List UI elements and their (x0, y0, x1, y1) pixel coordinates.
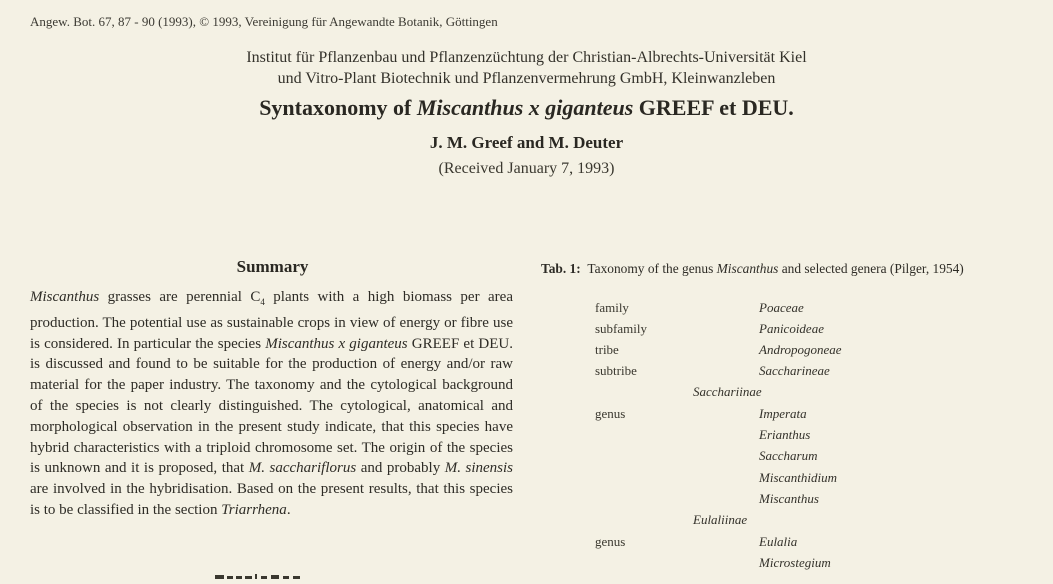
title-italic: Miscanthus x giganteus (416, 95, 634, 120)
summary-part-6: . (286, 501, 291, 518)
summary-part-3: GREEF et DEU. is discussed and found to be suitable for the production of energy and/or raw material for the paper industry. The taxonomy and the cytological background of the species is not clearly distinguished. The cytological, anatomical and morphological observation in the present study indicate, that this species have hybrid characteristics with a triploid chromosome set. The origin of the species is unknown and it is proposed, that (30, 335, 513, 477)
institution-line-1: Institut für Pflanzenbau und Pflanzenzüchtung der Christian-Albrechts-Universität Kiel (246, 49, 807, 66)
table-taxon: Eulalia (759, 534, 798, 549)
table-taxon: Poaceae (759, 300, 804, 315)
table-taxon: Erianthus (759, 427, 811, 442)
summary-italic-5: Triarrhena (221, 501, 287, 518)
paper-authors: J. M. Greef and M. Deuter (429, 133, 624, 152)
summary-italic-3: M. sacchariflorus (248, 460, 357, 477)
caption-italic: Miscanthus (716, 261, 779, 276)
received-date: (Received January 7, 1993) (438, 160, 615, 177)
table-subtribe-group: Sacchariinae (693, 384, 762, 399)
table-caption (541, 261, 964, 277)
summary-italic-1: Miscanthus (30, 289, 100, 305)
table-rank: genus (595, 406, 626, 421)
caption-post: and selected genera (Pilger, 1954) (778, 261, 964, 276)
table-taxon: Microstegium (759, 555, 831, 570)
table-taxon: Miscanthidium (759, 470, 837, 485)
caption-pre: Taxonomy of the genus (587, 261, 717, 276)
table-rank: subfamily (595, 321, 647, 336)
title-prefix: Syntaxonomy of (259, 95, 417, 120)
summary-part-4: and probably (356, 460, 445, 477)
summary-italic-2: Miscanthus x giganteus (265, 335, 408, 352)
table-label: Tab. 1: (541, 261, 581, 276)
summary-subscript: 4 (260, 297, 265, 307)
table-rank: tribe (595, 342, 619, 357)
table-taxon: Andropogoneae (759, 342, 842, 357)
summary-part-2: plants with a high biomass per area production. The potential use as sustainable crops in view of energy or fibre use is considered. In particular the species (30, 289, 513, 352)
table-rank: family (595, 300, 629, 315)
institution-line-2: und Vitro-Plant Biotechnik und Pflanzenvermehrung GmbH, Kleinwanzleben (277, 70, 776, 87)
title-suffix: GREEF et DEU. (633, 95, 794, 120)
journal-citation: Angew. Bot. 67, 87 - 90 (1993), © 1993, Vereinigung für Angewandte Botanik, Göttingen (30, 14, 498, 29)
table-subtribe-group: Eulaliinae (693, 512, 748, 527)
summary-part-5: are involved in the hybridisation. Based on the present results, that this species is to be classified in the section (30, 481, 513, 518)
table-taxon: Imperata (759, 406, 807, 421)
cropped-heading-fragment (215, 566, 305, 574)
summary-part-1: grasses are perennial C (99, 289, 261, 305)
cropped-text-marks (215, 571, 305, 579)
table-taxon: Saccharineae (759, 363, 830, 378)
summary-italic-4: M. sinensis (444, 460, 513, 477)
table-taxon: Saccharum (759, 448, 818, 463)
table-taxon: Miscanthus (759, 491, 819, 506)
summary-text (30, 287, 513, 521)
table-taxon: Panicoideae (759, 321, 824, 336)
table-rank: subtribe (595, 363, 637, 378)
summary-heading: Summary (236, 257, 309, 276)
table-rank: genus (595, 534, 626, 549)
paper-title (0, 95, 1053, 121)
